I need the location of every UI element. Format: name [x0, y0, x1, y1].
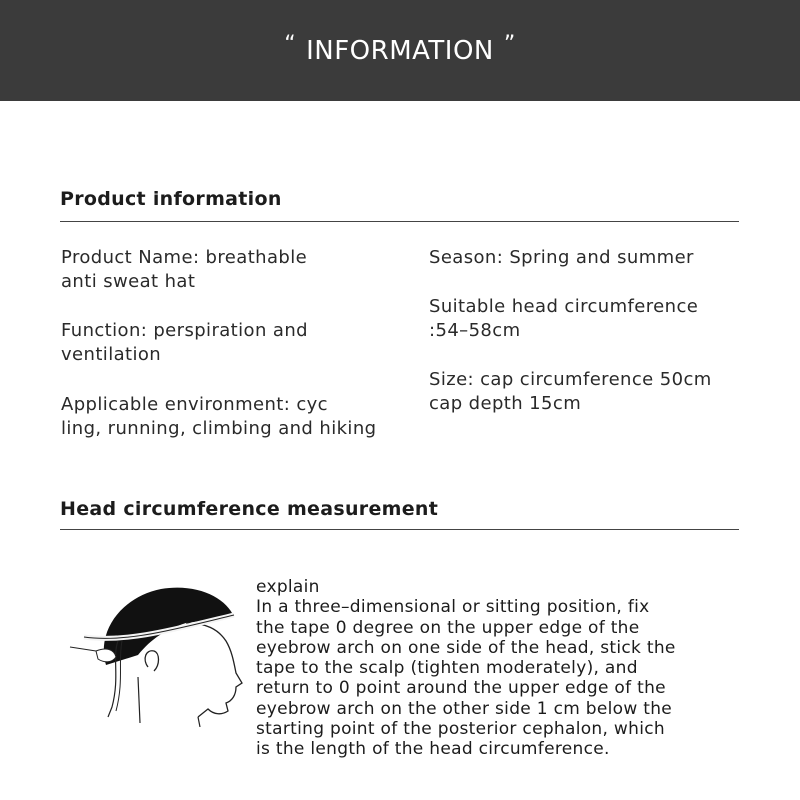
- measurement-divider: [60, 529, 739, 530]
- open-quote: “: [284, 32, 297, 57]
- banner-title: INFORMATION: [306, 35, 494, 66]
- environment-text: Applicable environment: cyc ling, running, climbing and hiking: [61, 394, 377, 439]
- explain-line: return to 0 point around the upper edge of the: [256, 678, 666, 699]
- function-text: Function: perspiration and ventilation: [61, 320, 308, 365]
- explain-line: starting point of the posterior cephalon, which: [256, 719, 665, 740]
- product-info-heading: Product information: [60, 188, 282, 210]
- head-measurement-illustration: [66, 577, 266, 727]
- season-text: Season: Spring and summer: [429, 247, 694, 268]
- head-circumference-text: Suitable head circumference :54–58cm: [429, 296, 699, 341]
- measurement-heading: Head circumference measurement: [60, 498, 439, 520]
- measurement-explanation: [256, 577, 776, 760]
- explain-line: is the length of the head circumference.: [256, 739, 610, 760]
- explain-label: explain: [256, 577, 320, 597]
- explain-line: tape to the scalp (tighten moderately), and: [256, 658, 638, 679]
- header-banner: [0, 0, 800, 101]
- product-name-text: Product Name: breathable anti sweat hat: [61, 247, 308, 292]
- explain-line: In a three–dimensional or sitting position, fix: [256, 597, 650, 618]
- explain-line: the tape 0 degree on the upper edge of the: [256, 617, 640, 638]
- size-text: Size: cap circumference 50cm cap depth 15cm: [429, 369, 712, 414]
- close-quote: ”: [503, 32, 516, 57]
- explain-line: eyebrow arch on the other side 1 cm below the: [256, 698, 673, 719]
- explain-line: eyebrow arch on one side of the head, stick the: [256, 637, 676, 658]
- product-info-divider: [60, 221, 739, 222]
